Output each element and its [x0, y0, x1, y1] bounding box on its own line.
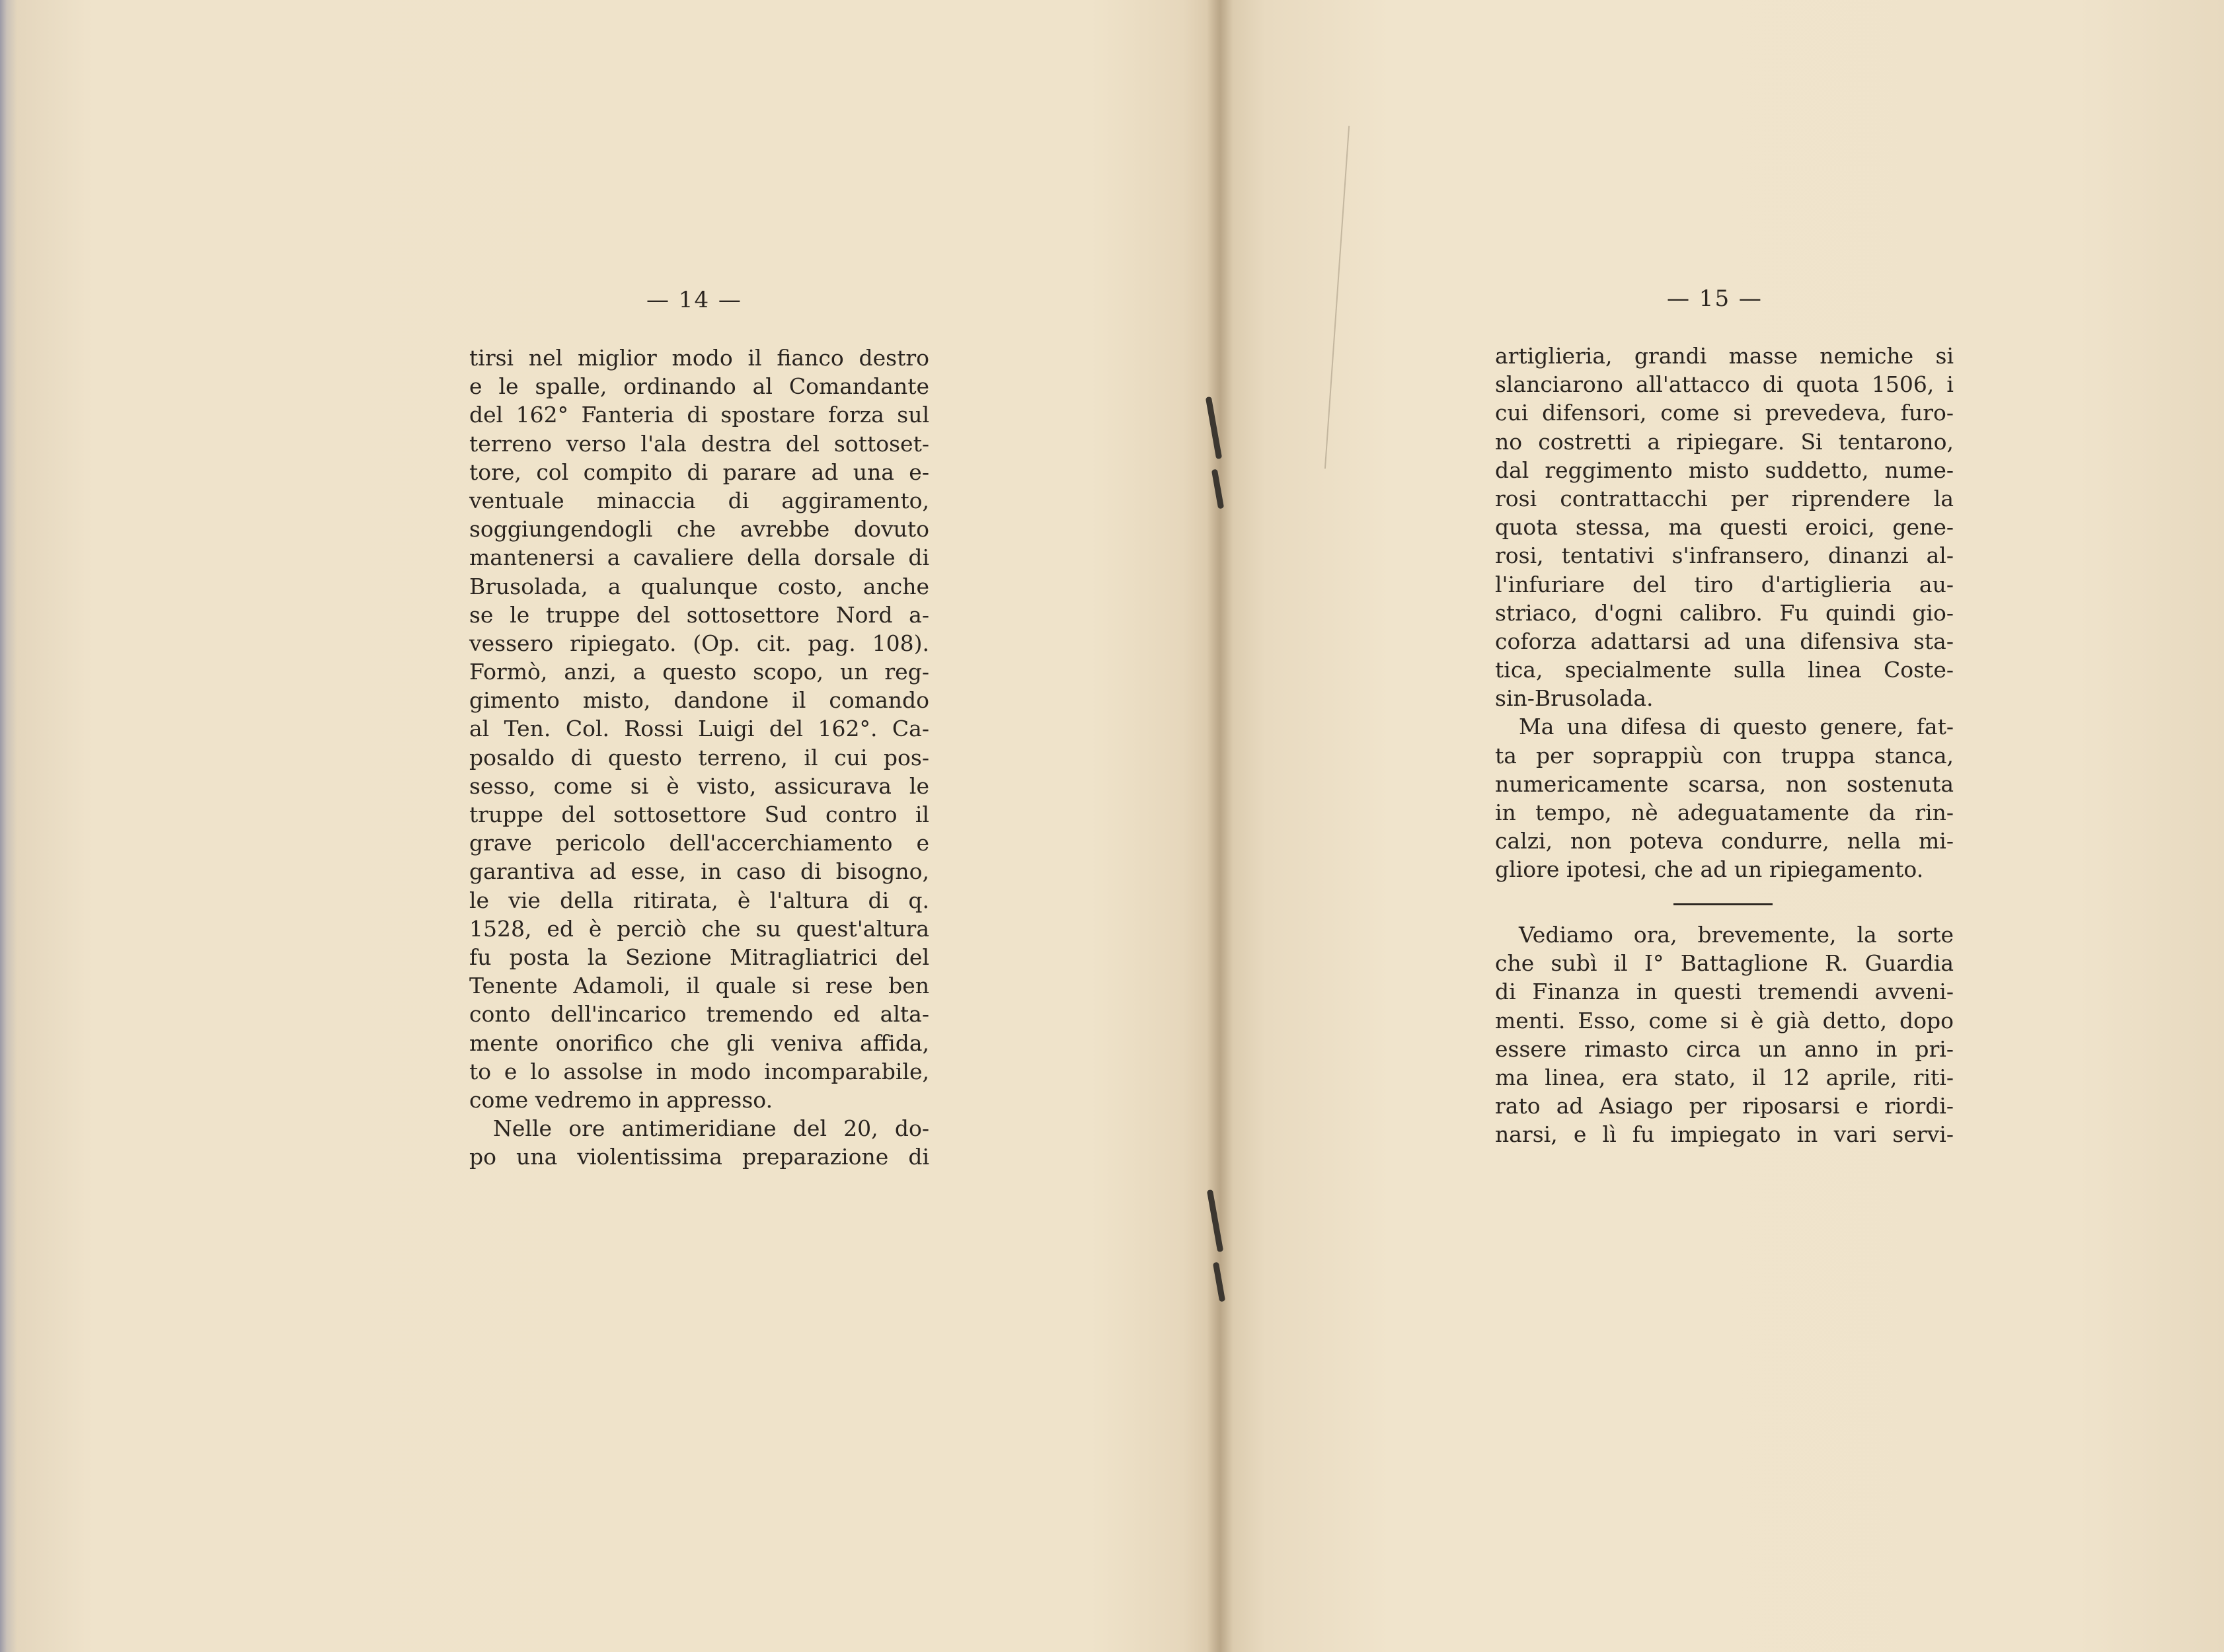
text-line: tirsi nel miglior modo il fianco destro: [469, 345, 929, 371]
text-line: narsi, e lì fu impiegato in vari servi-: [1495, 1121, 1954, 1148]
text-line: se le truppe del sottosettore Nord a-: [469, 601, 929, 628]
text-line: mente onorifico che gli veniva affida,: [469, 1030, 929, 1056]
text-line: rosi contrattacchi per riprendere la: [1495, 485, 1954, 511]
text-line: gliore ipotesi, che ad un ripiegamento.: [1495, 856, 1924, 883]
text-line: ta per soprappiù con truppa stanca,: [1495, 742, 1954, 769]
text-line: fu posta la Sezione Mitragliatrici del: [469, 944, 929, 970]
text-line: truppe del sottosettore Sud contro il: [469, 802, 929, 827]
text-line: no costretti a ripiegare. Si tentarono,: [1495, 428, 1954, 455]
text-line: po una violentissima preparazione di: [469, 1144, 929, 1170]
text-line: conto dell'incarico tremendo ed alta-: [469, 1001, 929, 1028]
text-line: e le spalle, ordinando al Comandante: [469, 373, 929, 400]
text-line: ma linea, era stato, il 12 aprile, riti-: [1495, 1064, 1954, 1090]
left-page-body: [469, 344, 929, 1171]
text-line: numericamente scarsa, non sostenuta: [1495, 770, 1954, 797]
page-number-left: — 14 —: [646, 287, 742, 313]
text-line: gimento misto, dandone il comando: [469, 687, 929, 714]
text-line: to e lo assolse in modo incomparabile,: [469, 1058, 929, 1084]
text-line: grave pericolo dell'accerchiamento e: [469, 830, 929, 856]
text-line: soggiungendogli che avrebbe dovuto: [469, 516, 929, 543]
text-line: che subì il I° Battaglione R. Guardia: [1495, 950, 1954, 977]
right-page-body: [1495, 342, 1954, 884]
text-line: dal reggimento misto suddetto, nume-: [1495, 457, 1954, 483]
text-line: cui difensori, come si prevedeva, furo-: [1495, 400, 1954, 426]
text-line: tore, col compito di parare ad una e-: [469, 459, 929, 485]
text-line: rato ad Asiago per riposarsi e riordi-: [1495, 1093, 1954, 1119]
text-line: 1528, ed è perciò che su quest'altura: [469, 915, 929, 942]
text-line: coforza adattarsi ad una difensiva sta-: [1495, 628, 1954, 654]
text-line: vessero ripiegato. (Op. cit. pag. 108).: [469, 630, 929, 656]
text-line: Formò, anzi, a questo scopo, un reg-: [469, 659, 929, 685]
text-line: le vie della ritirata, è l'altura di q.: [469, 887, 929, 913]
text-line: Vediamo ora, brevemente, la sorte: [1519, 922, 1954, 948]
text-line: posaldo di questo terreno, il cui pos-: [469, 744, 929, 770]
text-line: garantiva ad esse, in caso di bisogno,: [469, 858, 929, 885]
section-divider: [1673, 903, 1773, 905]
text-line: come vedremo in appresso.: [469, 1086, 773, 1113]
text-line: menti. Esso, come si è già detto, dopo: [1495, 1007, 1954, 1033]
page-number-right: — 15 —: [1667, 285, 1763, 312]
text-line: slanciarono all'attacco di quota 1506, i: [1495, 371, 1954, 398]
text-line: terreno verso l'ala destra del sottoset-: [469, 430, 929, 457]
text-line: ventuale minaccia di aggiramento,: [469, 487, 929, 513]
text-line: sin-Brusolada.: [1495, 685, 1654, 712]
text-line: al Ten. Col. Rossi Luigi del 162°. Ca-: [469, 716, 929, 742]
text-line: quota stessa, ma questi eroici, gene-: [1495, 514, 1954, 541]
right-page-body-section-2: [1495, 920, 1954, 1149]
text-line: mantenersi a cavaliere della dorsale di: [469, 544, 929, 571]
text-line: in tempo, nè adeguatamente da rin-: [1495, 800, 1954, 825]
text-line: calzi, non poteva condurre, nella mi-: [1495, 828, 1954, 854]
text-line: di Finanza in questi tremendi avveni-: [1495, 979, 1954, 1005]
text-line: del 162° Fanteria di spostare forza sul: [469, 402, 929, 428]
text-line: Brusolada, a qualunque costo, anche: [469, 573, 929, 599]
text-line: l'infuriare del tiro d'artiglieria au-: [1495, 571, 1954, 597]
text-line: rosi, tentativi s'infransero, dinanzi al-: [1495, 543, 1954, 569]
text-line: Tenente Adamoli, il quale si rese ben: [469, 973, 929, 999]
text-line: tica, specialmente sulla linea Coste-: [1495, 657, 1954, 683]
book-gutter: [1207, 0, 1233, 1652]
text-line: essere rimasto circa un anno in pri-: [1495, 1035, 1954, 1062]
text-line: artiglieria, grandi masse nemiche si: [1495, 343, 1954, 369]
text-line: striaco, d'ogni calibro. Fu quindi gio-: [1495, 599, 1954, 626]
text-line: sesso, come si è visto, assicurava le: [469, 772, 929, 799]
text-line: Ma una difesa di questo genere, fat-: [1519, 714, 1954, 740]
text-line: Nelle ore antimeridiane del 20, do-: [493, 1115, 929, 1142]
